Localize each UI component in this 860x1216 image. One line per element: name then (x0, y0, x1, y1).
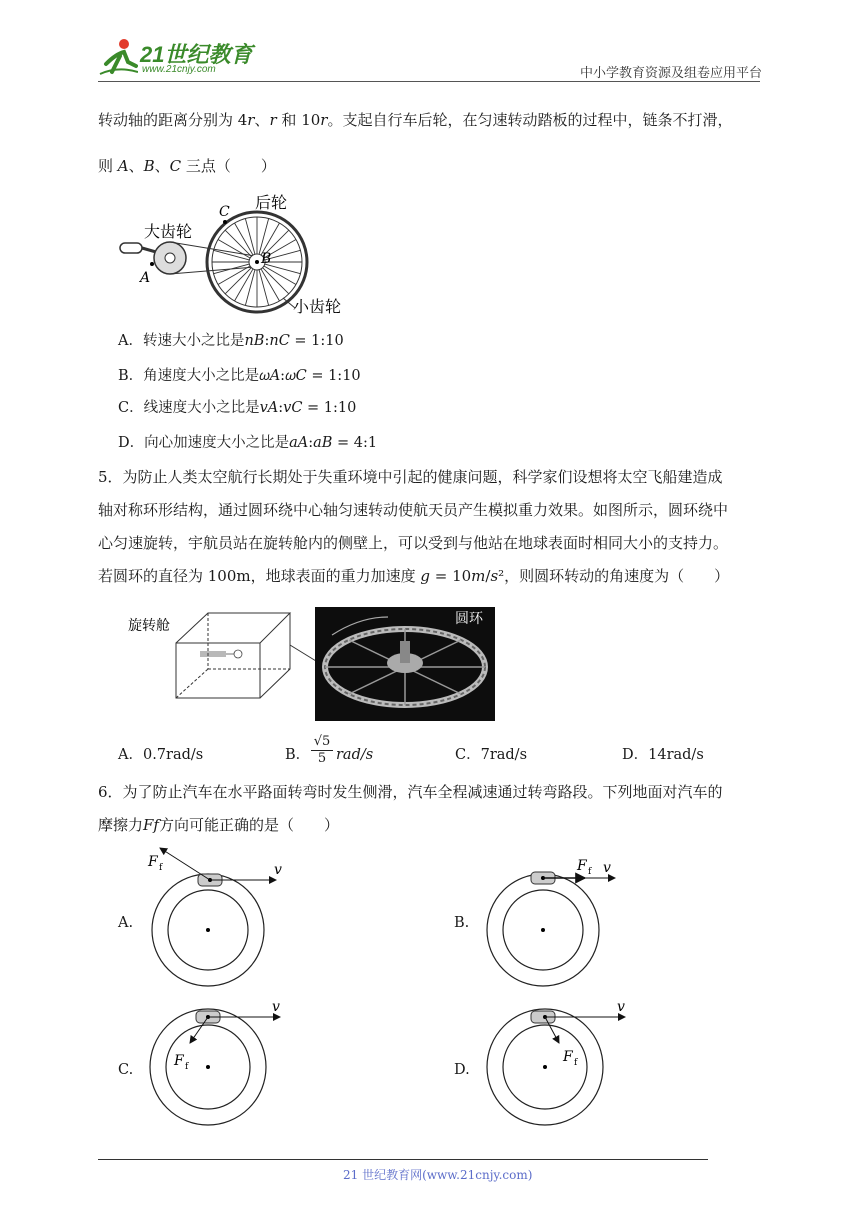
force-sub: f (185, 1062, 189, 1072)
q4-option-d: D．向心加速度大小之比是𝑎𝐴:𝑎𝐵 = 4:1 (118, 435, 378, 451)
q5-option-b-fraction (311, 734, 333, 767)
q6-option-d-label: D. (454, 1062, 470, 1078)
q6-diagram-a (140, 840, 300, 1000)
q5-option-b-letter: B． (285, 747, 311, 763)
platform-title: 中小学教育资源及组卷应用平台 (580, 66, 763, 81)
logo-name: 21世纪教育 (140, 42, 253, 67)
force-label: F (563, 1049, 573, 1065)
label-point-a: A (140, 270, 151, 286)
velocity-label: v (274, 862, 282, 878)
footer-link[interactable]: 21 世纪教育网(www.21cnjy.com) (343, 1168, 533, 1182)
force-sub: f (574, 1058, 578, 1068)
wheel-spoke (225, 268, 251, 294)
pedal-shape (120, 243, 142, 253)
label-big-gear: 大齿轮 (144, 222, 193, 241)
wheel-spoke (245, 270, 255, 306)
q6-option-b-label: B. (454, 915, 470, 931)
bicycle-gear-figure (115, 190, 355, 320)
force-label: F (577, 858, 587, 874)
q5-text-line1: 5．为防止人类太空航行长期处于失重环境中引起的健康问题，科学家们设想将太空飞船建造成 (98, 468, 723, 486)
rear-wheel-shape (207, 212, 307, 312)
q5-option-d: D．14rad/s (622, 747, 704, 763)
force-sub: f (588, 867, 592, 877)
fraction-numerator: √5 (311, 734, 333, 751)
velocity-label: v (617, 999, 625, 1015)
q4-text-line1: 转动轴的距离分别为 4𝑟、𝑟 和 10𝑟。支起自行车后轮，在匀速转动踏板的过程中，链条不打滑， (98, 111, 733, 129)
wheel-spoke (225, 230, 251, 256)
q6-option-a-label: A. (118, 915, 134, 931)
q5-text-line3: 心匀速旋转，宇航员站在旋转舱内的侧壁上，可以受到与他站在地球表面时相同大小的支持力。 (98, 534, 729, 552)
q5-text-line2: 轴对称环形结构，通过圆环绕中心轴匀速转动使航天员产生模拟重力效果。如图所示，圆环绕中 (98, 501, 729, 519)
label-small-gear: 小齿轮 (293, 297, 342, 316)
q6-diagram-d (475, 995, 645, 1155)
astronaut-shape (200, 650, 242, 658)
q6-option-c-label: C. (118, 1062, 134, 1078)
velocity-label: v (603, 860, 611, 876)
site-logo (98, 36, 258, 80)
header-divider (98, 81, 760, 82)
q5-option-a: A．0.7rad/s (118, 747, 204, 763)
footer-divider (98, 1159, 708, 1160)
runner-logo-icon (98, 36, 138, 80)
ring-station-shape (325, 629, 485, 705)
velocity-label: v (272, 999, 280, 1015)
wheel-spoke (259, 270, 269, 306)
wheel-spoke (214, 264, 250, 274)
q4-option-a: A．转速大小之比是𝑛𝐵:𝑛𝐶 = 1:10 (118, 333, 344, 349)
q5-option-c: C．7rad/s (455, 747, 528, 763)
q4-option-b: B．角速度大小之比是𝜔𝐴:𝜔𝐶 = 1:10 (118, 368, 361, 384)
q5-text-line4: 若圆环的直径为 100m，地球表面的重力加速度 𝑔 = 10𝑚/𝑠²，则圆环转动的角速度为（ ） (98, 567, 730, 585)
fraction-denominator: 5 (317, 751, 327, 766)
q4-text-line2: 则 𝐴、𝐵、𝐶 三点（ ） (98, 157, 276, 175)
force-label: F (174, 1053, 184, 1069)
cabin-box-shape (176, 613, 290, 698)
force-label: F (148, 854, 158, 870)
wheel-spoke (245, 219, 255, 255)
wheel-spoke (263, 268, 289, 294)
label-cabin: 旋转舱 (128, 618, 170, 634)
q6-diagram-c (140, 995, 300, 1155)
q6-text-line2: 摩擦力𝐹𝑓方向可能正确的是（ ） (98, 816, 339, 834)
q5-option-b-unit: 𝑟𝑎𝑑/𝑠 (336, 747, 374, 763)
label-point-c: C (219, 204, 230, 220)
q6-text-line1: 6．为了防止汽车在水平路面转弯时发生侧滑，汽车全程减速通过转弯路段。下列地面对汽车的 (98, 783, 723, 801)
q6-diagram-b (475, 840, 635, 1000)
q5-option-b (285, 745, 310, 765)
wheel-spoke (259, 219, 269, 255)
space-station-figure (120, 605, 500, 723)
label-rear-wheel: 后轮 (255, 193, 288, 212)
q4-option-c: C．线速度大小之比是𝑣𝐴:𝑣𝐶 = 1:10 (118, 400, 357, 416)
force-sub: f (159, 863, 163, 873)
label-ring: 圆环 (455, 611, 483, 627)
label-point-b: B (261, 251, 272, 267)
logo-url: www.21cnjy.com (142, 64, 216, 75)
